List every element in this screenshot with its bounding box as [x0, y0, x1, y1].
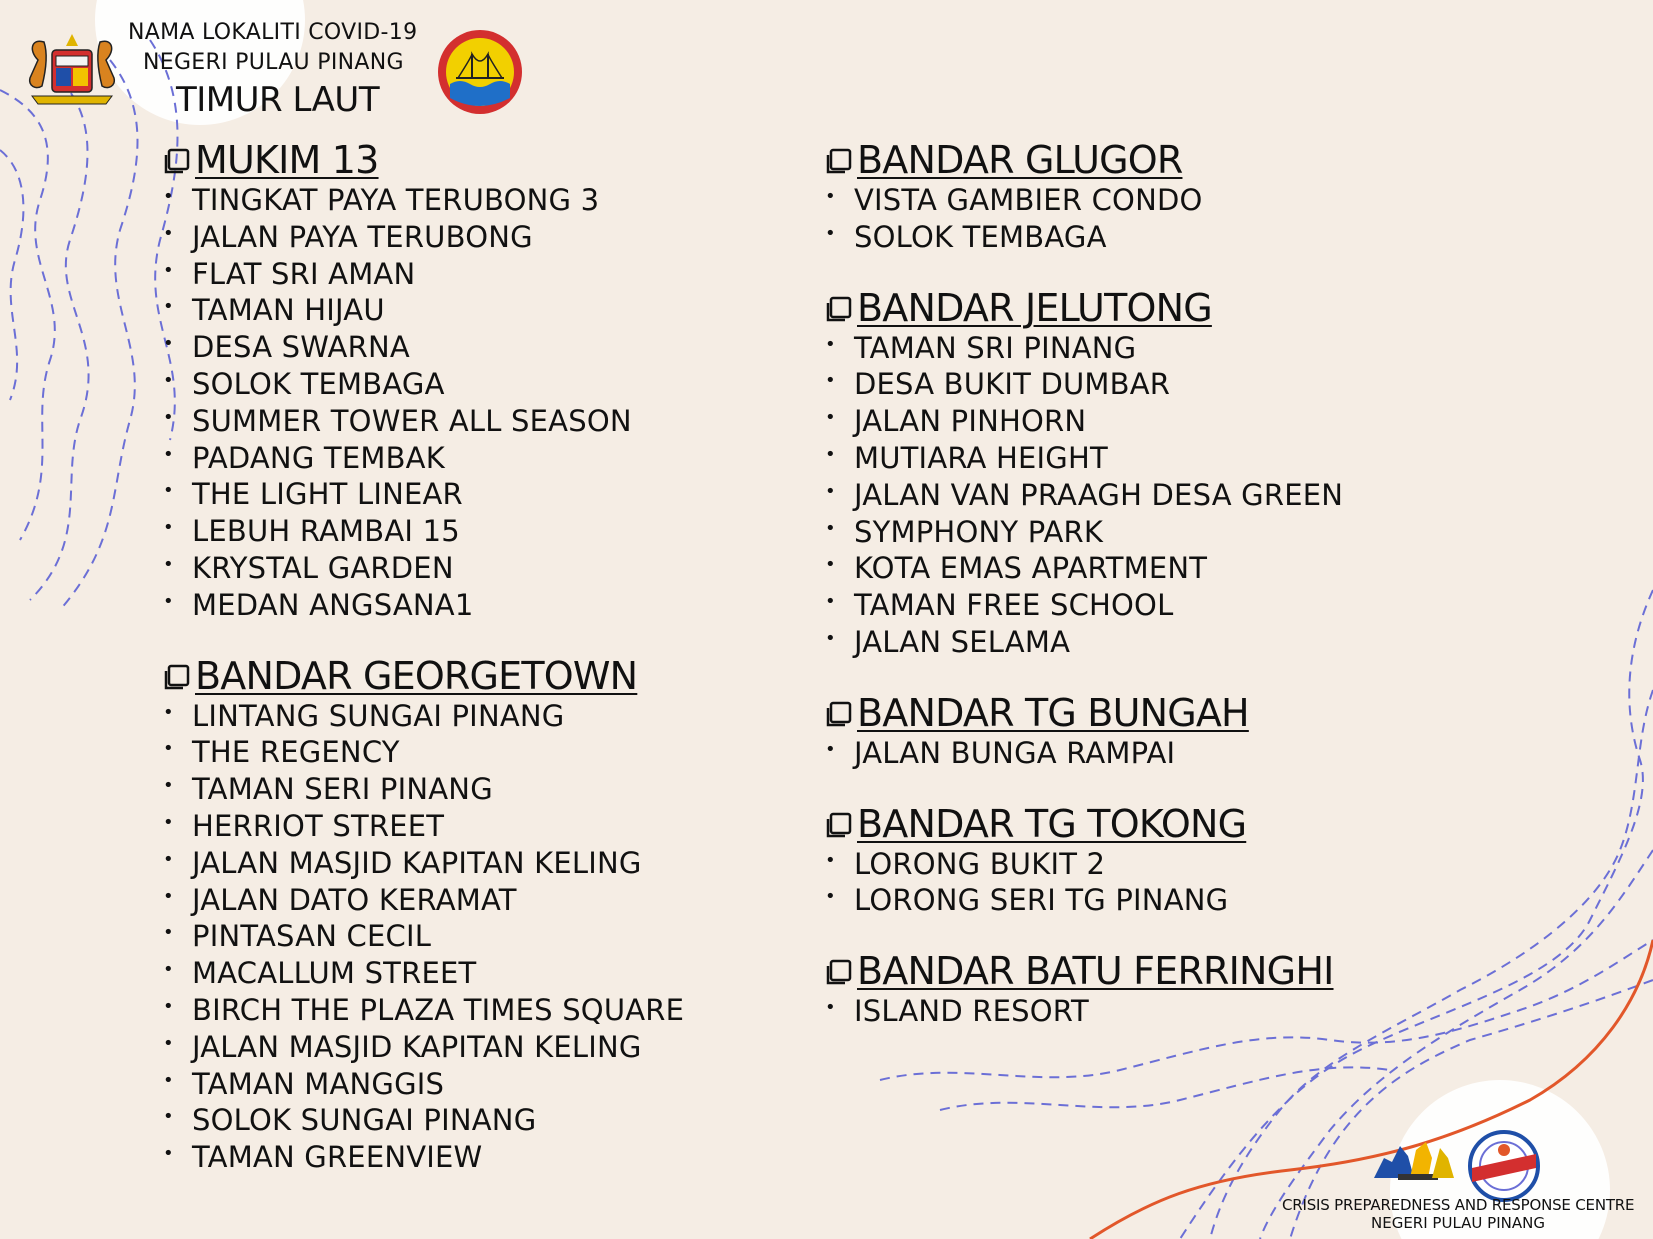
list-item: • HERRIOT STREET: [163, 808, 684, 845]
penang-state-emblem-icon: [436, 28, 524, 116]
locality-list: [163, 182, 684, 624]
section-title: MUKIM 13: [195, 138, 379, 182]
list-item: • JALAN DATO KERAMAT: [163, 882, 684, 919]
section-heading: [825, 138, 1343, 182]
footer-organization: CRISIS PREPAREDNESS AND RESPONSE CENTRE: [1282, 1196, 1635, 1214]
list-item: • SOLOK TEMBAGA: [825, 219, 1343, 256]
malaysia-coat-of-arms-icon: [18, 30, 126, 112]
section-bandar-batu-ferringhi: [825, 949, 1343, 1030]
section-bandar-jelutong: [825, 286, 1343, 661]
list-item: • JALAN PAYA TERUBONG: [163, 219, 684, 256]
checkbox-icon: [825, 957, 853, 985]
list-item: • JALAN MASJID KAPITAN KELING: [163, 845, 684, 882]
list-item: • LEBUH RAMBAI 15: [163, 513, 684, 550]
list-item: • JALAN PINHORN: [825, 403, 1343, 440]
locality-list: [163, 698, 684, 1176]
list-item: • TAMAN HIJAU: [163, 292, 684, 329]
list-item: • DESA SWARNA: [163, 329, 684, 366]
checkbox-icon: [163, 662, 191, 690]
section-mukim-13: [163, 138, 684, 624]
section-heading: [825, 949, 1343, 993]
list-item: • TAMAN GREENVIEW: [163, 1139, 684, 1176]
list-item: • PINTASAN CECIL: [163, 918, 684, 955]
section-title: BANDAR TG TOKONG: [857, 801, 1247, 846]
list-item: • TAMAN MANGGIS: [163, 1066, 684, 1103]
footer-state: NEGERI PULAU PINANG: [1371, 1214, 1545, 1232]
list-item: • TAMAN SRI PINANG: [825, 330, 1343, 367]
header: [0, 0, 560, 125]
section-heading: [825, 802, 1343, 846]
list-item: • SOLOK SUNGAI PINANG: [163, 1102, 684, 1139]
title-line-1: NAMA LOKALITI COVID-19: [128, 20, 418, 45]
district-title: TIMUR LAUT: [176, 80, 380, 120]
list-item: • KOTA EMAS APARTMENT: [825, 550, 1343, 587]
checkbox-icon: [825, 810, 853, 838]
section-title: BANDAR TG BUNGAH: [857, 690, 1249, 735]
checkbox-icon: [825, 699, 853, 727]
locality-list: [825, 993, 1343, 1030]
section-bandar-tg-bungah: [825, 691, 1343, 772]
section-bandar-glugor: [825, 138, 1343, 256]
list-item: • TAMAN FREE SCHOOL: [825, 587, 1343, 624]
list-item: • PADANG TEMBAK: [163, 440, 684, 477]
list-item: • LINTANG SUNGAI PINANG: [163, 698, 684, 735]
locality-list: [825, 846, 1343, 920]
right-column: [825, 138, 1343, 1060]
list-item: • JALAN MASJID KAPITAN KELING: [163, 1029, 684, 1066]
penang-lawan-covid-badge-icon: [1466, 1128, 1542, 1204]
locality-list: [825, 330, 1343, 661]
list-item: • ISLAND RESORT: [825, 993, 1343, 1030]
list-item: • SYMPHONY PARK: [825, 514, 1343, 551]
list-item: • MEDAN ANGSANA1: [163, 587, 684, 624]
list-item: • TINGKAT PAYA TERUBONG 3: [163, 182, 684, 219]
section-title: BANDAR BATU FERRINGHI: [857, 949, 1334, 994]
list-item: • SOLOK TEMBAGA: [163, 366, 684, 403]
list-item: • DESA BUKIT DUMBAR: [825, 366, 1343, 403]
section-title: BANDAR GEORGETOWN: [195, 653, 638, 698]
left-column: [163, 138, 684, 1206]
section-title: BANDAR GLUGOR: [857, 138, 1183, 182]
list-item: • LORONG SERI TG PINANG: [825, 882, 1343, 919]
list-item: • LORONG BUKIT 2: [825, 846, 1343, 883]
checkbox-icon: [825, 294, 853, 322]
list-item: • JALAN SELAMA: [825, 624, 1343, 661]
section-bandar-georgetown: [163, 654, 684, 1176]
list-item: • THE LIGHT LINEAR: [163, 476, 684, 513]
locality-list: [825, 182, 1343, 256]
list-item: • BIRCH THE PLAZA TIMES SQUARE: [163, 992, 684, 1029]
list-item: • VISTA GAMBIER CONDO: [825, 182, 1343, 219]
checkbox-icon: [825, 146, 853, 174]
section-bandar-tg-tokong: [825, 802, 1343, 920]
section-heading: [163, 138, 684, 182]
list-item: • JALAN BUNGA RAMPAI: [825, 735, 1343, 772]
section-heading: [825, 691, 1343, 735]
list-item: • SUMMER TOWER ALL SEASON: [163, 403, 684, 440]
section-heading: [163, 654, 684, 698]
section-title: BANDAR JELUTONG: [857, 285, 1212, 330]
checkbox-icon: [163, 146, 191, 174]
list-item: • THE REGENCY: [163, 734, 684, 771]
locality-list: [825, 735, 1343, 772]
list-item: • KRYSTAL GARDEN: [163, 550, 684, 587]
list-item: • MACALLUM STREET: [163, 955, 684, 992]
list-item: • JALAN VAN PRAAGH DESA GREEN: [825, 477, 1343, 514]
title-line-2: NEGERI PULAU PINANG: [143, 50, 404, 75]
list-item: • FLAT SRI AMAN: [163, 256, 684, 293]
list-item: • TAMAN SERI PINANG: [163, 771, 684, 808]
section-heading: [825, 286, 1343, 330]
list-item: • MUTIARA HEIGHT: [825, 440, 1343, 477]
